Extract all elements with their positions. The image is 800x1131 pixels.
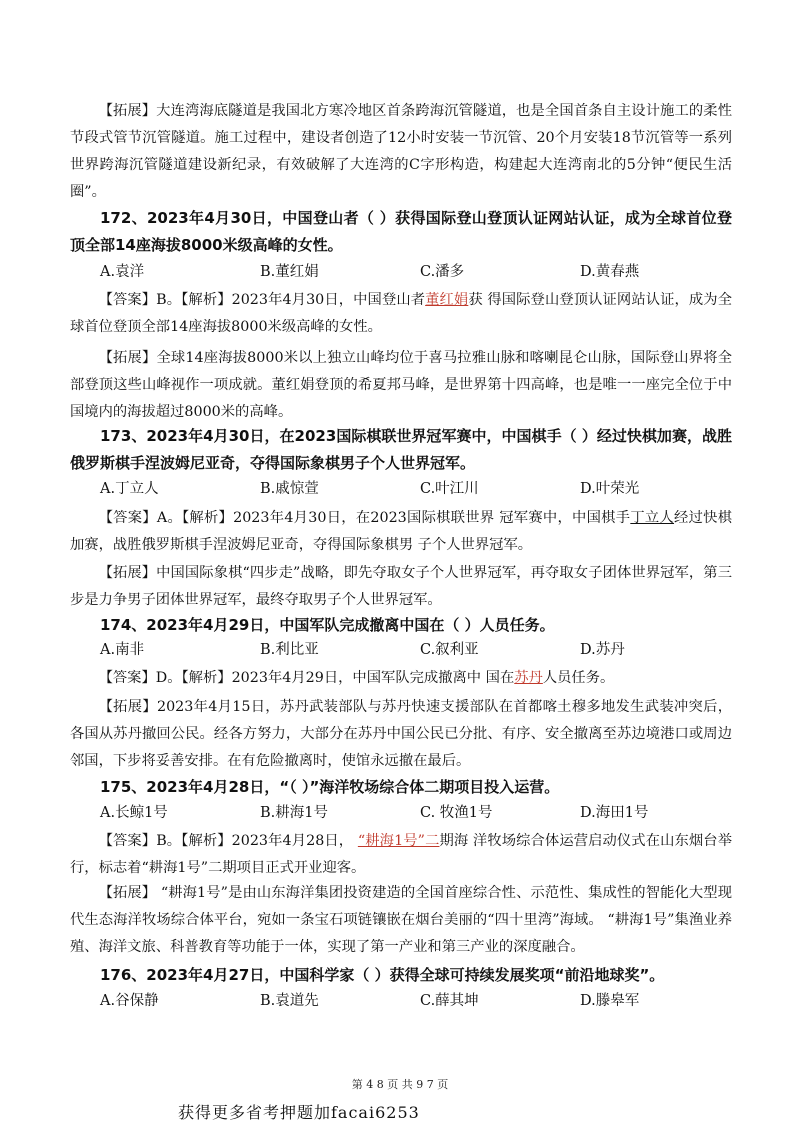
extension-paragraph: 【拓展】全球14座海拔8000米以上独立山峰均位于喜马拉雅山脉和喀喇昆仑山脉，国际登山界将全部登顶这些山峰视作一项成就。董红娟登顶的希夏邦马峰，是世界第十四高峰，也是唯一一座完全位于中国境内的海拔超过8000米的高峰。 <box>70 350 732 420</box>
options-172 <box>100 259 740 286</box>
options-176 <box>100 988 740 1015</box>
option-b: B.利比亚 <box>260 642 319 658</box>
question-173: 173、2023年4月30日，在2023国际棋联世界冠军赛中，中国棋手（ ）经过快棋加赛，战胜俄罗斯棋手涅波姆尼亚奇，夺得国际象棋男子个人世界冠军。 <box>70 427 732 472</box>
answer-172: 【答案】B。【解析】2023年4月30日，中国登山者董红娟获 得国际登山登顶认证网站认证，成为全球首位登顶全部14座海拔8000米级高峰的女性。 <box>70 292 732 335</box>
option-a: A.丁立人 <box>100 481 159 497</box>
option-a: A.南非 <box>100 642 145 658</box>
option-c: C.潘多 <box>420 264 465 280</box>
page-number: 第 4 8 页 共 9 7 页 <box>351 1078 449 1091</box>
option-a: A.长鲸1号 <box>100 805 168 821</box>
question-174: 174、2023年4月29日，中国军队完成撤离中国在（ ）人员任务。 <box>100 616 555 634</box>
options-175 <box>100 800 740 827</box>
answer-174: 【答案】D。【解析】2023年4月29日，中国军队完成撤离中 国在苏丹人员任务。 <box>98 670 615 686</box>
option-c: C.叶江川 <box>420 481 479 497</box>
highlighted-answer: 苏丹 <box>514 670 543 686</box>
option-b: B.耕海1号 <box>260 805 328 821</box>
option-a: A.袁洋 <box>100 264 145 280</box>
option-d: D.滕皋军 <box>580 993 640 1009</box>
options-173 <box>100 476 740 503</box>
option-d: D.海田1号 <box>580 805 649 821</box>
extension-paragraph: 【拓展】2023年4月15日，苏丹武装部队与苏丹快速支援部队在首都喀土穆多地发生武装冲突后，各国从苏丹撤回公民。经各方努力，大部分在苏丹中国公民已分批、有序、安全撤离至苏边境港口或周边邻国，下步将妥善安排。在有危险撤离时，使馆永远撤在最后。 <box>70 699 732 769</box>
option-d: D.苏丹 <box>580 642 625 658</box>
highlighted-answer: “耕海1号”二 <box>357 833 440 849</box>
option-a: A.谷保静 <box>100 993 159 1009</box>
question-172: 172、2023年4月30日，中国登山者（ ）获得国际登山登顶认证网站认证，成为全球首位登顶全部14座海拔8000米级高峰的女性。 <box>70 209 732 254</box>
option-c: C. 牧渔1号 <box>420 805 493 821</box>
extension-paragraph: 【拓展】大连湾海底隧道是我国北方寒冷地区首条跨海沉管隧道，也是全国首条自主设计施工的柔性节段式管节沉管隧道。施工过程中，建设者创造了12小时安装一节沉管、20个月安装18节沉管等一系列世界跨海沉管隧道建设新纪录，有效破解了大连湾的C字形构造，构建起大连湾南北的5分钟“便民生活圈”。 <box>70 103 732 200</box>
highlighted-answer: 董红娟 <box>425 292 469 308</box>
option-c: C.薛其坤 <box>420 993 479 1009</box>
highlighted-answer: 丁立人 <box>630 510 675 526</box>
extension-paragraph: 【拓展】中国国际象棋“四步走”战略，即先夺取女子个人世界冠军，再夺取女子团体世界冠军，第三步是力争男子团体世界冠军，最终夺取男子个人世界冠军。 <box>70 565 732 608</box>
answer-173: 【答案】A。【解析】2023年4月30日，在2023国际棋联世界 冠军赛中，中国棋手丁立人经过快棋加赛，战胜俄罗斯棋手涅波姆尼亚奇，夺得国际象棋男 子个人世界冠军。 <box>70 510 733 553</box>
footer-promo-text: 获得更多省考押题加facai6253 <box>178 1103 420 1122</box>
answer-175: 【答案】B。【解析】2023年4月28日， “耕海1号”二期海 洋牧场综合体运营启动仪式在山东烟台举行，标志着“耕海1号”二期项目正式开业迎客。 <box>70 833 732 876</box>
extension-paragraph: 【拓展】 “耕海1号”是由山东海洋集团投资建造的全国首座综合性、示范性、集成性的智能化大型现代生态海洋牧场综合体平台，宛如一条宝石项链镶嵌在烟台美丽的“四十里湾”海域。 “耕海1号”集渔业养殖、海洋文旅、科普教育等功能于一体，实现了第一产业和第三产业的深度融合。 <box>70 885 732 955</box>
option-b: B.戚惊萱 <box>260 481 319 497</box>
option-b: B.董红娟 <box>260 264 319 280</box>
option-d: D.叶荣光 <box>580 481 640 497</box>
question-176: 176、2023年4月27日，中国科学家（ ）获得全球可持续发展奖项“前沿地球奖”。 <box>100 966 665 984</box>
options-174 <box>100 637 740 664</box>
question-175: 175、2023年4月28日，“（ ）”海洋牧场综合体二期项目投入运营。 <box>100 778 560 796</box>
option-c: C.叙利亚 <box>420 642 479 658</box>
option-d: D.黄春燕 <box>580 264 640 280</box>
option-b: B.袁道先 <box>260 993 319 1009</box>
